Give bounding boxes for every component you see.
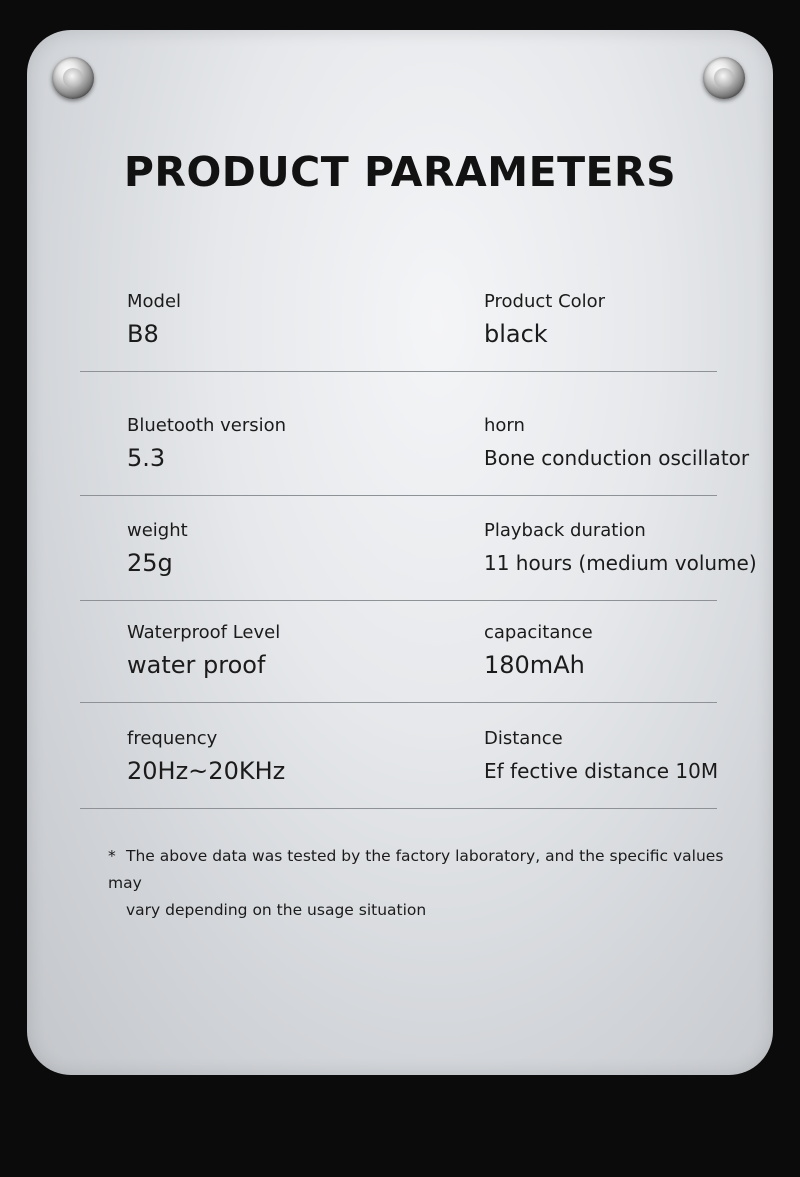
param-label: Playback duration (484, 520, 646, 541)
param-value: Ef fective distance 10M (484, 759, 719, 783)
param-value: 25g (127, 549, 173, 577)
param-weight (127, 520, 188, 577)
param-label: Waterproof Level (127, 622, 281, 643)
param-value: 20Hz~20KHz (127, 757, 286, 785)
param-label: capacitance (484, 622, 593, 643)
param-row-bluetooth (80, 415, 750, 496)
disclaimer-note (108, 843, 758, 924)
param-label: Model (127, 291, 182, 312)
param-capacitance (484, 622, 593, 679)
param-label: frequency (127, 728, 218, 749)
param-model (127, 291, 181, 348)
note-line-2: vary depending on the usage situation (126, 901, 427, 919)
param-value: 5.3 (127, 444, 166, 472)
param-row-weight (80, 520, 757, 601)
param-waterproof-level (127, 622, 280, 679)
param-horn (484, 415, 749, 472)
param-frequency (127, 728, 285, 785)
param-product-color (484, 291, 605, 348)
param-label: weight (127, 520, 188, 541)
page-title: PRODUCT PARAMETERS (123, 148, 677, 196)
param-value: water proof (127, 651, 266, 679)
param-value: 180mAh (484, 651, 585, 679)
param-row-waterproof (80, 622, 717, 703)
param-value: 11 hours (medium volume) (484, 551, 757, 575)
param-value: black (484, 320, 548, 348)
asterisk-icon: * (108, 847, 116, 865)
param-distance (484, 728, 718, 785)
param-value: B8 (127, 320, 159, 348)
screw-icon (703, 57, 745, 99)
param-bluetooth-version (127, 415, 286, 472)
param-label: Product Color (484, 291, 606, 312)
param-label: Distance (484, 728, 563, 749)
screw-icon (52, 57, 94, 99)
param-row-model (80, 291, 717, 372)
note-line-1: The above data was tested by the factory laboratory, and the specific values may (108, 847, 724, 892)
param-label: Bluetooth version (127, 415, 287, 436)
param-row-frequency (80, 728, 717, 809)
param-label: horn (484, 415, 525, 436)
param-value: Bone conduction oscillator (484, 446, 750, 470)
param-playback-duration (484, 520, 757, 577)
